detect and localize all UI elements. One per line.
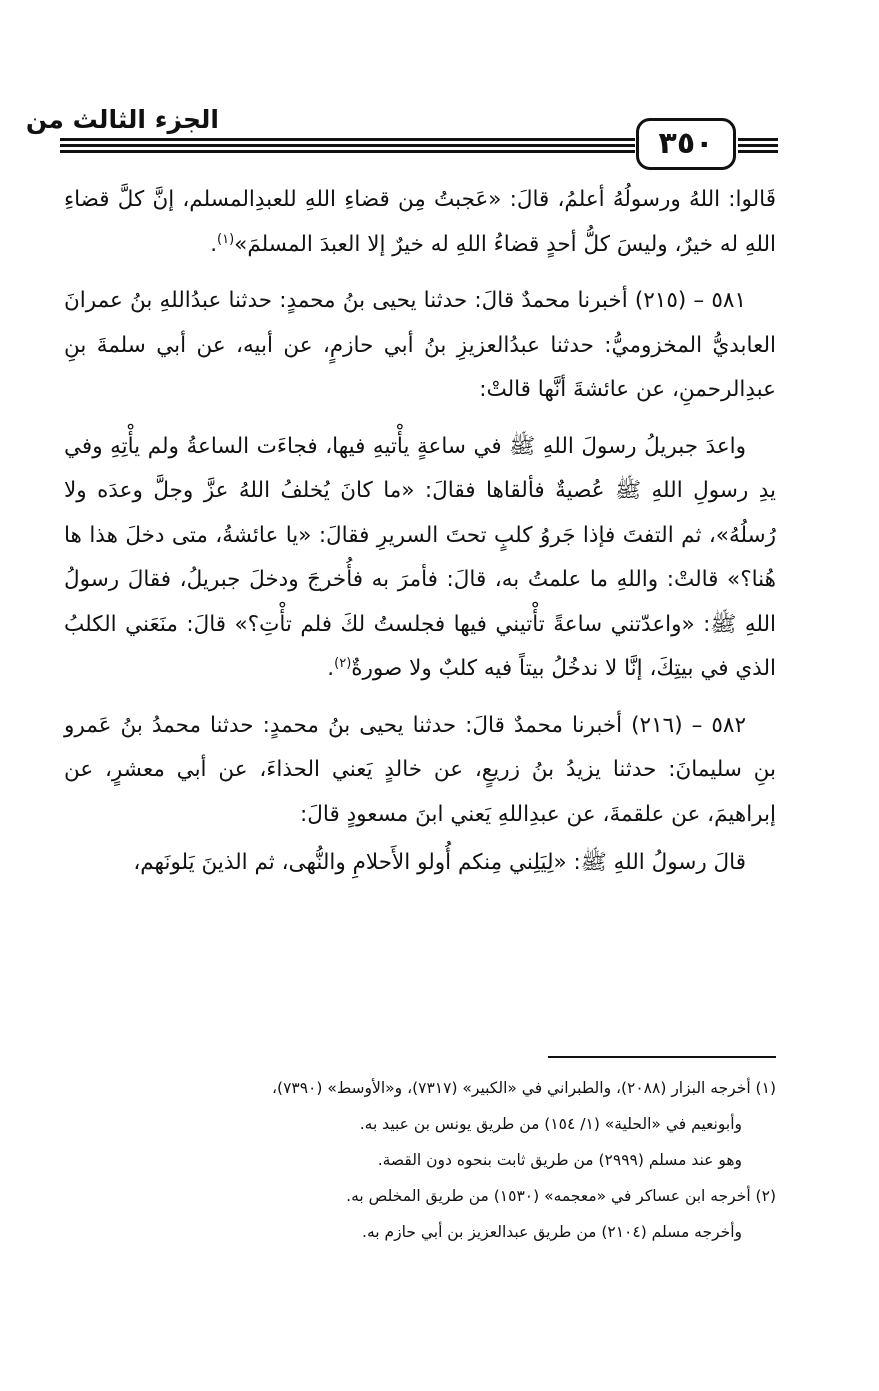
paragraph-hadith-581: ٥٨١ – (٢١٥) أخبرنا محمدٌ قالَ: حدثنا يحيى بنُ محمدٍ: حدثنا عبدُاللهِ بنُ عمرانَ العابديُّ المخزوميُّ: حدثنا عبدُالعزيزِ بنُ أبي حازمٍ، عن أبيه، عن أبي سلمةَ بنِ عبدِالرحمنِ، عن عائشةَ أنَّها قالتْ: xyxy=(64,288,776,402)
paragraph-3: واعدَ جبريلُ رسولَ اللهِ ﷺ في ساعةٍ يأْتيهِ فيها، فجاءَت الساعةُ ولم يأْتِهِ وفي يدِ رسولِ اللهِ ﷺ عُصيةٌ فألقاها فقالَ: «ما كانَ يُخلفُ اللهُ عزَّ وجلَّ وعدَه ولا رُسلُهُ»، ثم التفتَ فإذا جَروُ كلبٍ تحتَ السريرِ فقالَ: «يا عائشةُ، متى دخلَ هذا ها هُنا؟» قالتْ: واللهِ ما علمتُ به، قالَ: فأمرَ به فأُخرجَ ودخلَ جبريلُ، فقالَ رسولُ اللهِ ﷺ: «واعدّتني ساعةً تأْتيني فيها فجلستُ لكَ فلم تأْتِ؟» قالَ: منَعَني الكلبُ الذي في بيتِكَ، إنَّا لا ندخُلُ بيتاً فيه كلبٌ ولا صورةٌ$^{(٢)}$. xyxy=(64,433,776,681)
footnote-ref-2: (٢) xyxy=(334,655,352,671)
footnote-line: (٢) أخرجه ابن عساكر في «معجمه» (١٥٣٠) من طريق المخلص به. xyxy=(346,1187,776,1205)
main-text xyxy=(64,178,776,886)
running-title: الجزء الثالث من xyxy=(25,105,219,134)
page-number: ٣٥٠ xyxy=(636,118,736,170)
paragraph-1: قَالوا: اللهُ ورسولُهُ أعلمُ، قالَ: «عَجبتُ مِن قضاءِ اللهِ للعبدِالمسلم، إنَّ كلَّ قضاءِ اللهِ له خيرٌ، وليسَ كلُّ أحدٍ قضاءُ اللهِ له خيرٌ إلا العبدَ المسلمَ»$^{(١)}$. xyxy=(64,187,776,257)
footnotes xyxy=(64,1070,776,1250)
paragraph-3-text: واعدَ جبريلُ رسولَ اللهِ ﷺ في ساعةٍ يأْتيهِ فيها، فجاءَت الساعةُ ولم يأْتِهِ وفي يدِ رسولِ اللهِ ﷺ عُصيةٌ فألقاها فقالَ: «ما كانَ يُخلفُ اللهُ عزَّ وجلَّ وعدَه ولا رُسلُهُ»، ثم التفتَ فإذا جَروُ كلبٍ تحتَ السريرِ فقالَ: «يا عائشةُ، متى دخلَ هذا ها هُنا؟» قالتْ: واللهِ ما علمتُ به، قالَ: فأمرَ به فأُخرجَ ودخلَ جبريلُ، فقالَ رسولُ اللهِ ﷺ: «واعدّتني ساعةً تأْتيني فيها فجلستُ لكَ فلم تأْتِ؟» قالَ: منَعَني الكلبُ الذي في بيتِكَ، إنَّا لا ندخُلُ بيتاً فيه كلبٌ ولا صورةٌ xyxy=(64,433,776,681)
paragraph-5: قالَ رسولُ اللهِ ﷺ: «لِيَلِني مِنكم أُولو الأَحلامِ والنُّهى، ثم الذينَ يَلونَهم، xyxy=(133,850,746,875)
header-rule-right xyxy=(738,138,778,158)
footnote-divider xyxy=(548,1056,776,1058)
footnote-line: وأخرجه مسلم (٢١٠٤) من طريق عبدالعزيز بن أبي حازم به. xyxy=(362,1223,742,1241)
paragraph-1-text: قَالوا: اللهُ ورسولُهُ أعلمُ، قالَ: «عَجبتُ مِن قضاءِ اللهِ للعبدِالمسلم، إنَّ كلَّ قضاءِ اللهِ له خيرٌ، وليسَ كلُّ أحدٍ قضاءُ اللهِ له خيرٌ إلا العبدَ المسلمَ» xyxy=(64,187,776,257)
header-rule xyxy=(60,138,635,158)
footnote-line: (١) أخرجه البزار (٢٠٨٨)، والطبراني في «الكبير» (٧٣١٧)، و«الأوسط» (٧٣٩٠)، xyxy=(272,1079,776,1097)
paragraph-hadith-582: ٥٨٢ – (٢١٦) أخبرنا محمدٌ قالَ: حدثنا يحيى بنُ محمدٍ: حدثنا محمدُ بنُ عَمرو بنِ سليمانَ: حدثنا يزيدُ بنُ زريعٍ، عن خالدٍ يَعني الحذاءَ، عن أبي معشرٍ، عن إبراهيمَ، عن علقمةَ، عن عبدِاللهِ يَعني ابنَ مسعودٍ قالَ: xyxy=(64,712,776,827)
footnote-line: وأبونعيم في «الحلية» (١/ ١٥٤) من طريق يونس بن عبيد به. xyxy=(359,1115,742,1133)
footnote-line: وهو عند مسلم (٢٩٩٩) من طريق ثابت بنحوه دون القصة. xyxy=(377,1151,742,1169)
footnote-ref-1: (١) xyxy=(217,231,235,247)
